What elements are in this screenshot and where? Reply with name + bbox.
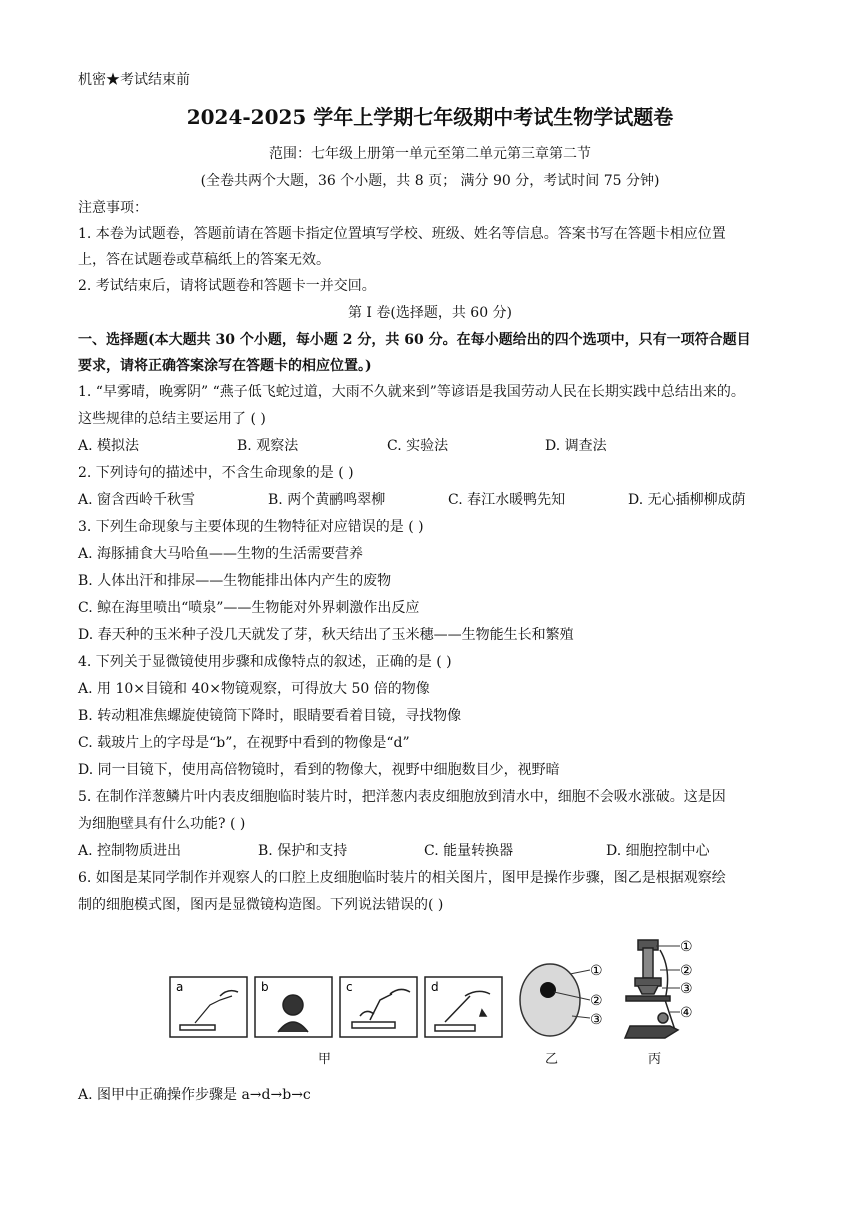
- q6-stem-line-2: 制的细胞模式图，图丙是显微镜构造图。下列说法错误的( ): [78, 897, 444, 913]
- q2-option-a: A. 窗含西岭千秋雪: [78, 492, 196, 508]
- exam-scope: 范围：七年级上册第一单元至第二单元第三章第二节: [269, 146, 591, 162]
- mic-label-2: ②: [680, 963, 693, 979]
- cell-label-2: ②: [590, 993, 603, 1009]
- section-instructions-line-1: 一、选择题(本大题共 30 个小题，每小题 2 分，共 60 分。在每小题给出的四个选项中，只有一项符合题目: [78, 332, 751, 348]
- q2-option-d: D. 无心插柳柳成荫: [628, 492, 746, 508]
- step-label-a: a: [176, 980, 184, 994]
- exam-info: (全卷共两个大题，36 个小题，共 8 页； 满分 90 分，考试时间 75 分钟): [200, 173, 660, 189]
- q6-figure-drawing: [160, 930, 720, 1070]
- step-label-c: c: [346, 980, 353, 994]
- cell-label-3: ③: [590, 1012, 603, 1028]
- q4-option-b: B. 转动粗准焦螺旋使镜筒下降时，眼睛要看着目镜，寻找物像: [78, 708, 462, 724]
- mic-label-4: ④: [680, 1005, 693, 1021]
- q3-option-d: D. 春天种的玉米种子没几天就发了芽，秋天结出了玉米穗——生物能生长和繁殖: [78, 627, 574, 643]
- q1-option-c: C. 实验法: [387, 438, 449, 454]
- q3-option-a: A. 海豚捕食大马哈鱼——生物的生活需要营养: [78, 546, 364, 562]
- cell-diagram: [520, 964, 590, 1036]
- q1-option-a: A. 模拟法: [78, 438, 140, 454]
- q2-option-b: B. 两个黄鹂鸣翠柳: [268, 492, 386, 508]
- q5-stem-line-1: 5. 在制作洋葱鳞片叶内表皮细胞临时装片时，把洋葱内表皮细胞放到清水中，细胞不会吸水涨破。这是因: [78, 789, 726, 805]
- q5-option-b: B. 保护和支持: [258, 843, 348, 859]
- note-2: 2. 考试结束后，请将试题卷和答题卡一并交回。: [78, 278, 376, 294]
- q4-option-a: A. 用 10×目镜和 40×物镜观察，可得放大 50 倍的物像: [78, 681, 430, 697]
- step-label-d: d: [431, 980, 439, 994]
- q3-option-b: B. 人体出汗和排尿——生物能排出体内产生的废物: [78, 573, 392, 589]
- q1-stem-line-1: 1. “早雾晴，晚雾阴” “燕子低飞蛇过道，大雨不久就来到”等谚语是我国劳动人民在长期实践中总结出来的。: [78, 384, 745, 400]
- q6-stem-line-1: 6. 如图是某同学制作并观察人的口腔上皮细胞临时装片的相关图片，图甲是操作步骤，图乙是根据观察绘: [78, 870, 726, 886]
- q5-stem-line-2: 为细胞壁具有什么功能? ( ): [78, 816, 246, 832]
- cell-label-1: ①: [590, 963, 603, 979]
- q2-option-c: C. 春江水暖鸭先知: [448, 492, 566, 508]
- q5-option-d: D. 细胞控制中心: [606, 843, 710, 859]
- note-1-line-2: 上，答在试题卷或草稿纸上的答案无效。: [78, 252, 330, 268]
- note-1-line-1: 1. 本卷为试题卷，答题前请在答题卡指定位置填写学校、班级、姓名等信息。答案书写在答题卡相应位置: [78, 226, 726, 242]
- mic-label-1: ①: [680, 939, 693, 955]
- figure-label-jia: 甲: [318, 1052, 332, 1067]
- q3-stem: 3. 下列生命现象与主要体现的生物特征对应错误的是 ( ): [78, 519, 424, 535]
- q2-stem: 2. 下列诗句的描述中，不含生命现象的是 ( ): [78, 465, 354, 481]
- q1-option-d: D. 调查法: [545, 438, 607, 454]
- q6-option-a: A. 图甲中正确操作步骤是 a→d→b→c: [78, 1087, 311, 1103]
- q5-option-a: A. 控制物质进出: [78, 843, 182, 859]
- figure-label-yi: 乙: [545, 1052, 559, 1067]
- q1-stem-line-2: 这些规律的总结主要运用了 ( ): [78, 411, 266, 427]
- notes-heading: 注意事项：: [78, 200, 148, 216]
- q6-figure: [160, 930, 720, 1070]
- confidential-mark: 机密★考试结束前: [78, 72, 190, 88]
- q5-option-c: C. 能量转换器: [424, 843, 514, 859]
- q4-option-c: C. 载玻片上的字母是“b”，在视野中看到的物像是“d”: [78, 735, 410, 751]
- q4-stem: 4. 下列关于显微镜使用步骤和成像特点的叙述，正确的是 ( ): [78, 654, 452, 670]
- q4-option-d: D. 同一目镜下，使用高倍物镜时，看到的物像大，视野中细胞数目少，视野暗: [78, 762, 560, 778]
- q3-option-c: C. 鲸在海里喷出“喷泉”——生物能对外界刺激作出反应: [78, 600, 420, 616]
- exam-title: 2024-2025 学年上学期七年级期中考试生物学试题卷: [186, 105, 674, 129]
- section-title: 第 I 卷(选择题，共 60 分): [347, 305, 513, 321]
- microscope-diagram: [625, 940, 678, 1038]
- mic-label-3: ③: [680, 981, 693, 997]
- section-instructions-line-2: 要求，请将正确答案涂写在答题卡的相应位置。): [78, 358, 372, 374]
- q1-option-b: B. 观察法: [237, 438, 299, 454]
- figure-label-bing: 丙: [648, 1052, 662, 1067]
- step-label-b: b: [261, 980, 269, 994]
